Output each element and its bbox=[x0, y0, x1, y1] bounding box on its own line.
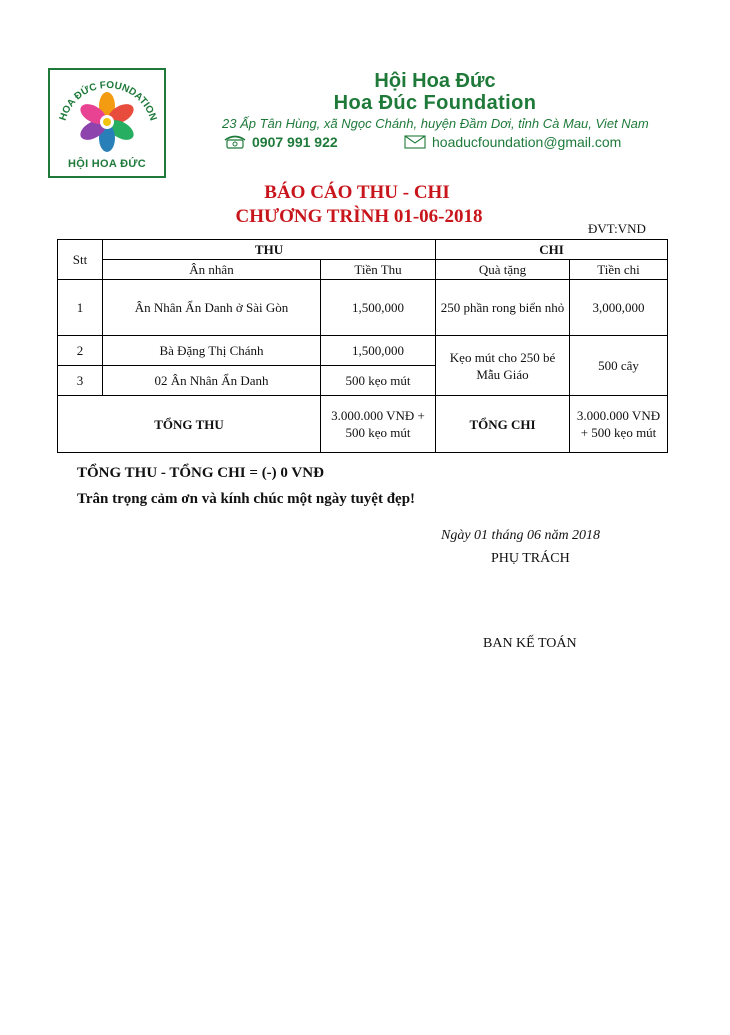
qua-tang-cell: Kẹo mút cho 250 bé Mẫu Giáo bbox=[436, 336, 570, 396]
tong-chi-value: 3.000.000 VNĐ + 500 kẹo mút bbox=[570, 396, 668, 453]
an-nhan-cell: Ân Nhân Ẩn Danh ở Sài Gòn bbox=[103, 280, 321, 336]
table-subheader-row bbox=[58, 260, 668, 280]
signatory-name: BAN KẾ TOÁN bbox=[483, 636, 577, 651]
email-contact bbox=[404, 134, 621, 150]
logo-bottom-text: HỘI HOA ĐỨC bbox=[67, 158, 147, 170]
an-nhan-cell: Bà Đặng Thị Chánh bbox=[103, 336, 321, 366]
income-expense-table bbox=[57, 239, 668, 453]
telephone-icon bbox=[224, 135, 246, 149]
an-nhan-header: Ân nhân bbox=[103, 260, 321, 280]
tong-thu-label: TỔNG THU bbox=[58, 396, 321, 453]
balance-summary: TỔNG THU - TỔNG CHI = (-) 0 VNĐ bbox=[77, 465, 324, 481]
table-row bbox=[58, 280, 668, 336]
report-date: Ngày 01 tháng 06 năm 2018 bbox=[441, 528, 601, 543]
tien-chi-header: Tiền chi bbox=[570, 260, 668, 280]
table-header-row bbox=[58, 240, 668, 260]
logo-arc-text: HOA ĐỨC FOUNDATION bbox=[57, 79, 159, 123]
org-name-vietnamese: Hội Hoa Đức bbox=[374, 70, 496, 92]
tien-chi-cell: 3,000,000 bbox=[570, 280, 668, 336]
stt-cell: 3 bbox=[58, 366, 103, 396]
phone-contact bbox=[224, 134, 338, 150]
envelope-icon bbox=[404, 135, 426, 149]
tong-thu-value: 3.000.000 VNĐ + 500 kẹo mút bbox=[321, 396, 436, 453]
tien-thu-cell: 1,500,000 bbox=[321, 336, 436, 366]
signatory-role: PHỤ TRÁCH bbox=[491, 551, 570, 566]
tien-thu-header: Tiền Thu bbox=[321, 260, 436, 280]
tong-chi-label: TỔNG CHI bbox=[436, 396, 570, 453]
tien-thu-cell: 1,500,000 bbox=[321, 280, 436, 336]
currency-unit: ĐVT:VND bbox=[588, 221, 646, 236]
stt-cell: 2 bbox=[58, 336, 103, 366]
program-title: CHƯƠNG TRÌNH 01-06-2018 bbox=[235, 206, 483, 227]
an-nhan-cell: 02 Ân Nhân Ẩn Danh bbox=[103, 366, 321, 396]
thu-header: THU bbox=[103, 240, 436, 260]
stt-cell: 1 bbox=[58, 280, 103, 336]
qua-tang-header: Quà tặng bbox=[436, 260, 570, 280]
qua-tang-cell: 250 phần rong biển nhỏ bbox=[436, 280, 570, 336]
totals-row bbox=[58, 396, 668, 453]
thank-you-note: Trân trọng cảm ơn và kính chúc một ngày tuyệt đẹp! bbox=[77, 491, 416, 507]
foundation-logo bbox=[48, 68, 166, 178]
tien-chi-cell: 500 cây bbox=[570, 336, 668, 396]
org-name-english: Hoa Đúc Foundation bbox=[333, 92, 537, 114]
tien-thu-cell: 500 kẹo mút bbox=[321, 366, 436, 396]
report-title: BÁO CÁO THU - CHI bbox=[264, 182, 450, 203]
phone-number: 0907 991 922 bbox=[252, 134, 338, 150]
email-address: hoaducfoundation@gmail.com bbox=[432, 134, 622, 150]
org-address: 23 Ấp Tân Hùng, xã Ngọc Chánh, huyện Đầm Dơi, tỉnh Cà Mau, Viet Nam bbox=[222, 116, 649, 131]
chi-header: CHI bbox=[436, 240, 668, 260]
table-row bbox=[58, 336, 668, 366]
stt-header: Stt bbox=[58, 240, 103, 280]
